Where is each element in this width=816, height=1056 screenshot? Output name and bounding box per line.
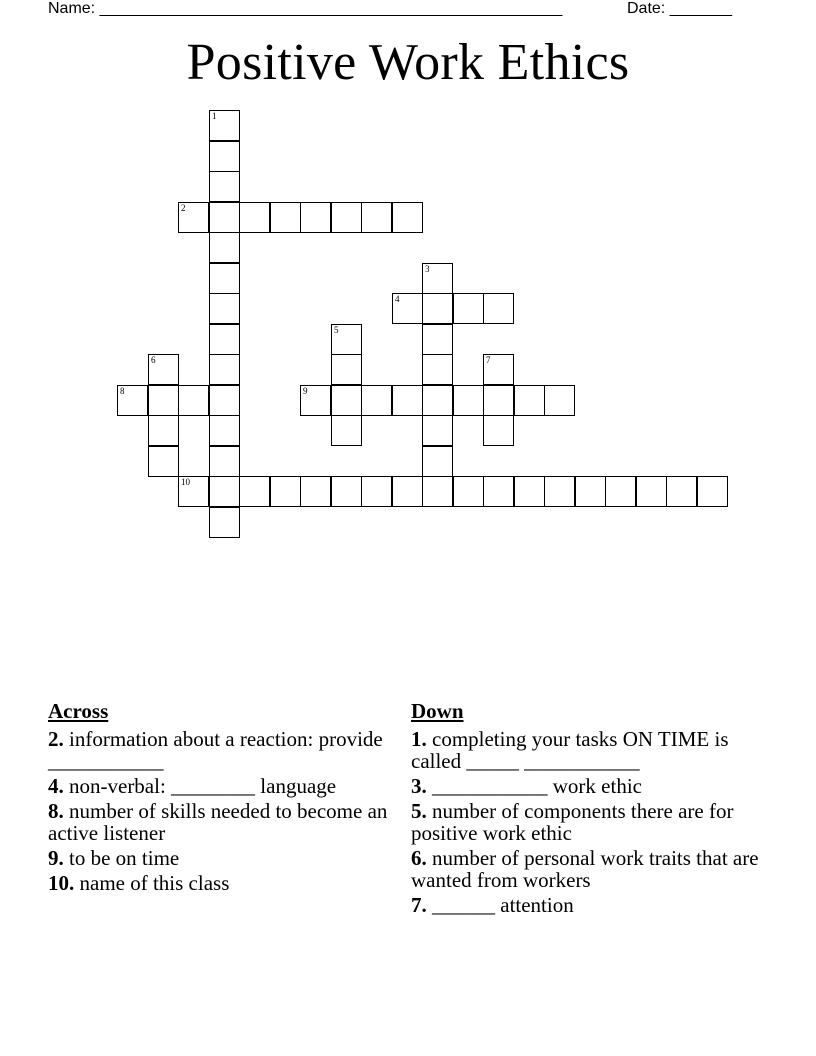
grid-cell[interactable] (209, 415, 240, 446)
cell-number: 10 (181, 477, 190, 487)
grid-cell[interactable] (148, 385, 179, 416)
cell-number: 3 (425, 264, 430, 274)
grid-cell[interactable] (148, 354, 179, 385)
grid-cell[interactable] (239, 202, 270, 233)
page-title: Positive Work Ethics (186, 34, 630, 91)
grid-cell[interactable] (361, 476, 392, 507)
grid-cell[interactable] (453, 385, 484, 416)
grid-cell[interactable] (209, 324, 240, 355)
cell-number: 9 (303, 386, 308, 396)
grid-cell[interactable] (483, 293, 514, 324)
grid-cell[interactable] (331, 324, 362, 355)
grid-cell[interactable] (605, 476, 636, 507)
grid-cell[interactable] (422, 293, 453, 324)
cell-number: 5 (334, 325, 339, 335)
grid-cell[interactable] (636, 476, 667, 507)
grid-cell[interactable] (331, 415, 362, 446)
grid-cell[interactable] (209, 171, 240, 202)
grid-cell[interactable] (209, 354, 240, 385)
across-heading: Across (48, 699, 109, 723)
grid-cell[interactable] (270, 202, 301, 233)
grid-cell[interactable] (178, 202, 209, 233)
cell-number: 6 (151, 355, 156, 365)
grid-cell[interactable] (209, 202, 240, 233)
grid-cell[interactable] (483, 354, 514, 385)
grid-cell[interactable] (331, 354, 362, 385)
grid-cell[interactable] (483, 385, 514, 416)
grid-cell[interactable] (422, 446, 453, 477)
grid-cell[interactable] (270, 476, 301, 507)
grid-cell[interactable] (300, 476, 331, 507)
clue-across-10: 10. name of this class (48, 871, 230, 895)
name-field-label[interactable]: Name: ____________________________________________________ (48, 0, 563, 17)
grid-cell[interactable] (331, 202, 362, 233)
grid-cell[interactable] (422, 415, 453, 446)
across-clues (48, 700, 388, 897)
grid-cell[interactable] (453, 293, 484, 324)
clue-across-9: 9. to be on time (48, 846, 180, 870)
cell-number: 2 (181, 203, 186, 213)
cell-number: 8 (120, 386, 125, 396)
grid-cell[interactable] (209, 476, 240, 507)
down-heading: Down (411, 699, 464, 723)
down-clues (411, 700, 781, 919)
grid-cell[interactable] (209, 446, 240, 477)
clue-across-8: 8. number of skills needed to become an active listener (48, 799, 388, 845)
grid-cell[interactable] (422, 354, 453, 385)
grid-cell[interactable] (544, 476, 575, 507)
grid-cell[interactable] (209, 293, 240, 324)
grid-cell[interactable] (544, 385, 575, 416)
grid-cell[interactable] (117, 385, 148, 416)
grid-cell[interactable] (575, 476, 606, 507)
grid-cell[interactable] (209, 507, 240, 538)
grid-cell[interactable] (178, 476, 209, 507)
grid-cell[interactable] (422, 385, 453, 416)
clue-down-1: 1. completing your tasks ON TIME is called _____ ___________ (411, 727, 729, 773)
grid-cell[interactable] (209, 232, 240, 263)
grid-cell[interactable] (697, 476, 728, 507)
grid-cell[interactable] (514, 385, 545, 416)
grid-cell[interactable] (148, 415, 179, 446)
grid-cell[interactable] (361, 202, 392, 233)
grid-cell[interactable] (331, 385, 362, 416)
grid-cell[interactable] (178, 385, 209, 416)
grid-cell[interactable] (148, 446, 179, 477)
grid-cell[interactable] (392, 202, 423, 233)
grid-cell[interactable] (331, 476, 362, 507)
grid-cell[interactable] (422, 324, 453, 355)
grid-cell[interactable] (209, 385, 240, 416)
clue-down-6: 6. number of personal work traits that are wanted from workers (411, 846, 759, 892)
grid-cell[interactable] (483, 476, 514, 507)
grid-cell[interactable] (300, 385, 331, 416)
cell-number: 1 (212, 111, 217, 121)
date-field-label[interactable]: Date: _______ (627, 0, 732, 17)
grid-cell[interactable] (514, 476, 545, 507)
grid-cell[interactable] (666, 476, 697, 507)
grid-cell[interactable] (209, 263, 240, 294)
grid-cell[interactable] (392, 385, 423, 416)
grid-cell[interactable] (209, 110, 240, 141)
clue-down-3: 3. ___________ work ethic (411, 774, 642, 798)
grid-cell[interactable] (300, 202, 331, 233)
grid-cell[interactable] (422, 476, 453, 507)
grid-cell[interactable] (392, 476, 423, 507)
grid-cell[interactable] (209, 141, 240, 172)
grid-cell[interactable] (392, 293, 423, 324)
grid-cell[interactable] (453, 476, 484, 507)
clue-down-5: 5. number of components there are for positive work ethic (411, 799, 734, 845)
cell-number: 7 (486, 355, 491, 365)
clue-across-4: 4. non-verbal: ________ language (48, 774, 337, 798)
grid-cell[interactable] (239, 476, 270, 507)
grid-cell[interactable] (483, 415, 514, 446)
grid-cell[interactable] (361, 385, 392, 416)
clue-down-7: 7. ______ attention (411, 893, 574, 917)
clue-across-2: 2. information about a reaction: provide ___________ (48, 727, 383, 773)
cell-number: 4 (395, 294, 400, 304)
grid-cell[interactable] (422, 263, 453, 294)
